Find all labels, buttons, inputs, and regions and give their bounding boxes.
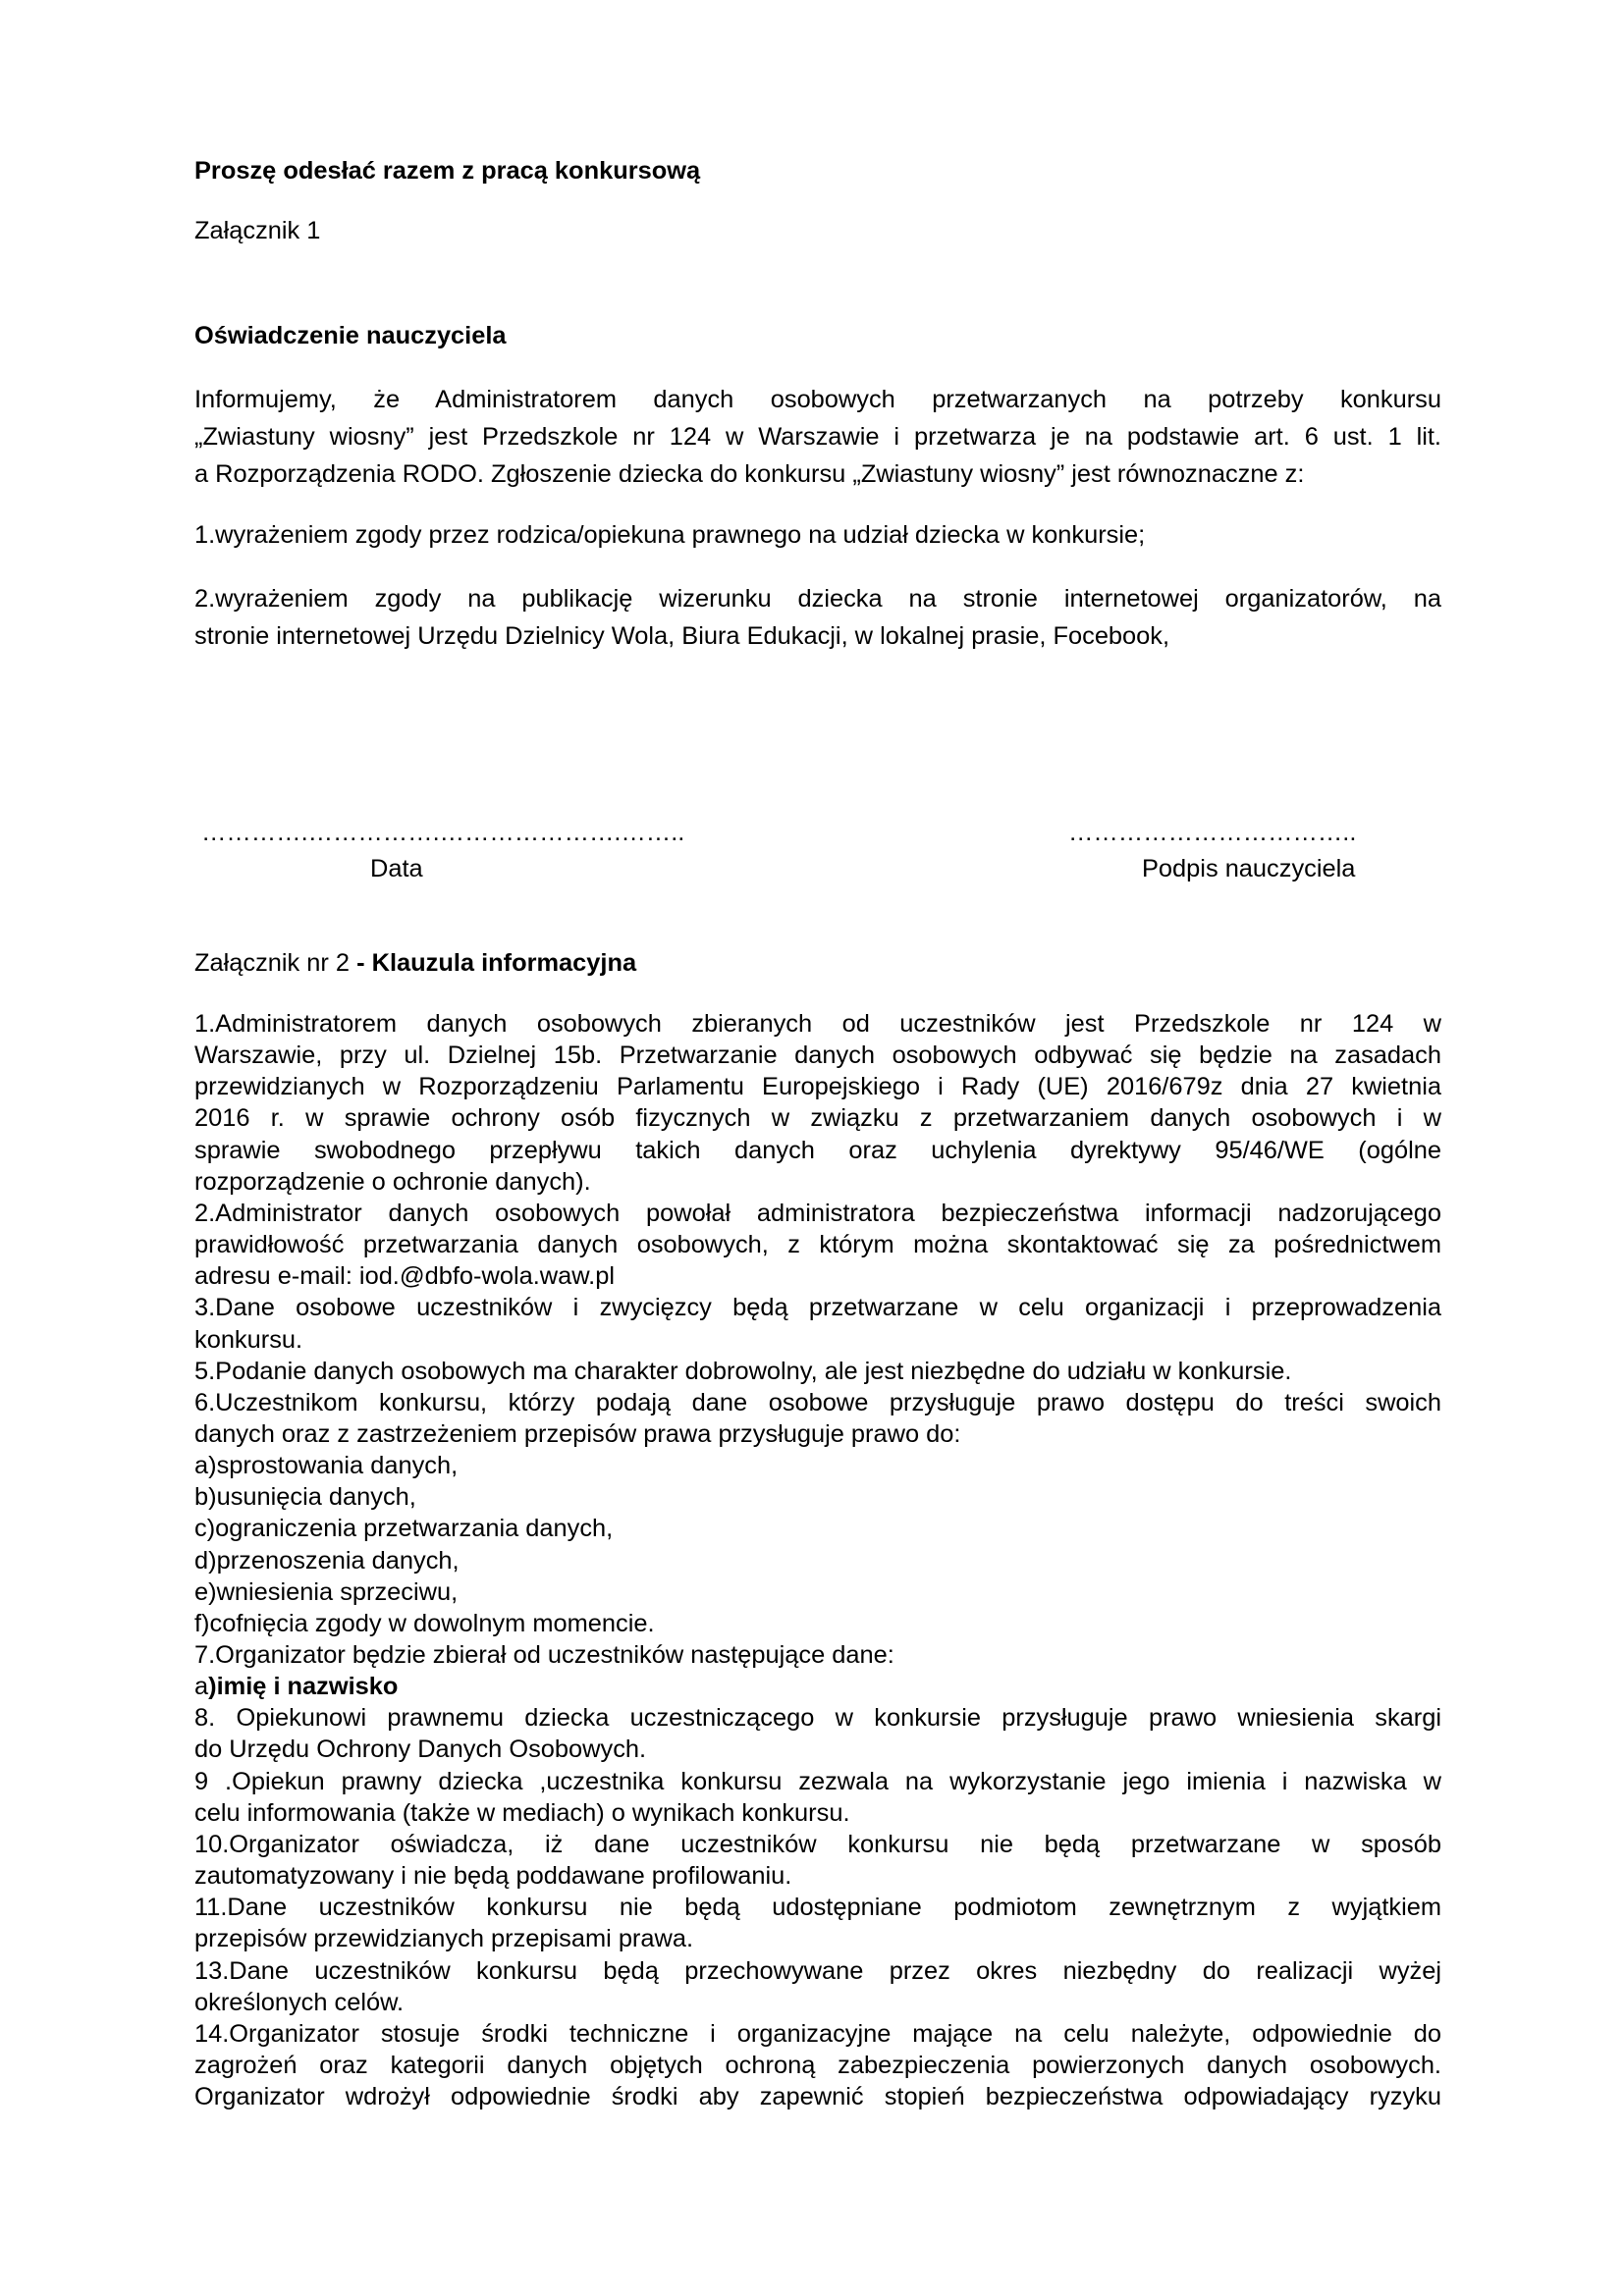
clause-line <box>194 1608 1441 1639</box>
clause-line <box>194 1229 1441 1260</box>
attachment1-label: Załącznik 1 <box>194 217 321 244</box>
clause-line-text: 11.Dane uczestników konkursu nie będą udostępniane podmiotom zewnętrznym z wyjątkiem <box>194 1894 1441 1922</box>
clause-line <box>194 1198 1441 1229</box>
clause-line <box>194 1576 1441 1608</box>
statement-title: Oświadczenie nauczyciela <box>194 322 507 349</box>
clause-line <box>194 1734 1441 1765</box>
clause-line-text: adresu e-mail: iod.@dbfo-wola.waw.pl <box>194 1262 615 1291</box>
statement-paragraph-line: „Zwiastuny wiosny” jest Przedszkole nr 124 w Warszawie i przetwarza je na podstawie art. 6 ust. 1 lit. <box>194 423 1441 451</box>
clause-line-text: c)ograniczenia przetwarzania danych, <box>194 1515 614 1543</box>
clause-line <box>194 1418 1441 1450</box>
clause-line-text: do Urzędu Ochrony Danych Osobowych. <box>194 1735 647 1764</box>
clause-line <box>194 1292 1441 1323</box>
teacher-signature-line: …………………………….. <box>1068 819 1357 846</box>
instruction-heading: Proszę odesłać razem z pracą konkursową <box>194 157 701 185</box>
clause-line-text: Organizator wdrożył odpowiednie środki aby zapewnić stopień bezpieczeństwa odpowiadający ryzyku <box>194 2083 1441 2111</box>
clause-line-text: zagrożeń oraz kategorii danych objętych ochroną zabezpieczenia powierzonych danych osobowych. <box>194 2051 1441 2079</box>
clause-line <box>194 1955 1441 1987</box>
clause-line-text: przewidzianych w Rozporządzeniu Parlamentu Europejskiego i Rady (UE) 2016/679z dnia 27 kwietnia <box>194 1073 1441 1101</box>
clause-line-text: 5.Podanie danych osobowych ma charakter dobrowolny, ale jest niezbędne do udziału w konkursie. <box>194 1357 1292 1385</box>
clause-line <box>194 1260 1441 1292</box>
teacher-signature-label: Podpis nauczyciela <box>1142 855 1356 882</box>
clause-line-text: 1.Administratorem danych osobowych zbieranych od uczestników jest Przedszkole nr 124 w <box>194 1010 1441 1038</box>
clause-line-text: 2016 r. w sprawie ochrony osób fizycznych w związku z przetwarzaniem danych osobowych i w <box>194 1104 1441 1133</box>
clause-line-text: 6.Uczestnikom konkursu, którzy podają dane osobowe przysługuje prawo dostępu do treści swoich <box>194 1388 1441 1416</box>
clause-line <box>194 1102 1441 1134</box>
clause-line <box>194 1671 1441 1702</box>
clause-line-text: 8. Opiekunowi prawnemu dziecka uczestniczącego w konkursie przysługuje prawo wniesienia skargi <box>194 1704 1441 1733</box>
clause-line-text: b)usunięcia danych, <box>194 1483 416 1512</box>
clause-line <box>194 1797 1441 1829</box>
clause-line-text: f)cofnięcia zgody w dowolnym momencie. <box>194 1609 655 1637</box>
clause-line <box>194 1135 1441 1166</box>
clause-line <box>194 1040 1441 1071</box>
clause-line-text: d)przenoszenia danych, <box>194 1546 460 1575</box>
clause-title-prefix: Załącznik nr 2 <box>194 949 357 977</box>
clause-line <box>194 1166 1441 1198</box>
statement-item-2-line: 2.wyrażeniem zgody na publikację wizerunku dziecka na stronie internetowej organizatorów, na <box>194 585 1441 613</box>
clause-line-text: zautomatyzowany i nie będą poddawane profilowaniu. <box>194 1862 792 1891</box>
clause-line <box>194 2081 1441 2112</box>
clause-line-text: konkursu. <box>194 1325 303 1354</box>
clause-line-text: 7.Organizator będzie zbierał od uczestników następujące dane: <box>194 1641 894 1669</box>
clause-line <box>194 1356 1441 1387</box>
clause-title-bold: - Klauzula informacyjna <box>356 949 637 977</box>
clause-line <box>194 1450 1441 1481</box>
clause-line-text: 9 .Opiekun prawny dziecka ,uczestnika konkursu zezwala na wykorzystanie jego imienia i nazwiska w <box>194 1767 1441 1795</box>
clause-line-bold: )imię i nazwisko <box>208 1673 399 1701</box>
date-label: Data <box>370 855 423 882</box>
clause-line <box>194 1860 1441 1892</box>
clause-line <box>194 1545 1441 1576</box>
clause-line-text: 2.Administrator danych osobowych powołał administratora bezpieczeństwa informacji nadzorującego <box>194 1199 1441 1227</box>
clause-line-text: określonych celów. <box>194 1988 405 2016</box>
clause-line-text: Warszawie, przy ul. Dzielnej 15b. Przetwarzanie danych osobowych odbywać się będzie na zasadach <box>194 1041 1441 1070</box>
clause-line <box>194 1923 1441 1954</box>
clause-line-text: a)sprostowania danych, <box>194 1452 459 1480</box>
clause-line-prefix: a <box>194 1673 209 1701</box>
clause-line <box>194 1892 1441 1923</box>
clause-line <box>194 1702 1441 1734</box>
clause-line <box>194 1766 1441 1797</box>
clause-line <box>194 2018 1441 2050</box>
clause-line-text: rozporządzenie o ochronie danych). <box>194 1167 591 1196</box>
clause-line-text: danych oraz z zastrzeżeniem przepisów prawa przysługuje prawo do: <box>194 1419 961 1448</box>
clause-line-text: 14.Organizator stosuje środki techniczne i organizacyjne mające na celu należyte, odpowiednie do <box>194 2019 1441 2048</box>
clause-line-text: prawidłowość przetwarzania danych osobowych, z którym można skontaktować się za pośrednictwem <box>194 1231 1441 1259</box>
clause-line <box>194 2050 1441 2081</box>
clause-line-text: e)wniesienia sprzeciwu, <box>194 1577 459 1606</box>
statement-item-1: 1.wyrażeniem zgody przez rodzica/opiekuna prawnego na udział dziecka w konkursie; <box>194 521 1146 549</box>
clause-line-text: przepisów przewidzianych przepisami prawa. <box>194 1925 694 1953</box>
clause-line <box>194 1639 1441 1671</box>
clause-line-text: sprawie swobodnego przepływu takich danych oraz uchylenia dyrektywy 95/46/WE (ogólne <box>194 1136 1441 1164</box>
clause-line-text: celu informowania (także w mediach) o wynikach konkursu. <box>194 1798 850 1827</box>
date-signature-line: ………….…………….………………….…….. <box>201 819 685 846</box>
statement-paragraph-line: Informujemy, że Administratorem danych osobowych przetwarzanych na potrzeby konkursu <box>194 386 1441 413</box>
clause-line <box>194 1387 1441 1418</box>
clause-line <box>194 1987 1441 2018</box>
clause-line <box>194 1829 1441 1860</box>
clause-line-text: 3.Dane osobowe uczestników i zwycięzcy będą przetwarzane w celu organizacji i przeprowadzenia <box>194 1294 1441 1322</box>
clause-line <box>194 1513 1441 1544</box>
clause-title <box>194 944 636 982</box>
clause-line <box>194 1071 1441 1102</box>
clause-line-text: 10.Organizator oświadcza, iż dane uczestników konkursu nie będą przetwarzane w sposób <box>194 1830 1441 1858</box>
clause-line <box>194 1008 1441 1040</box>
clause-line <box>194 1324 1441 1356</box>
statement-paragraph-line: a Rozporządzenia RODO. Zgłoszenie dziecka do konkursu „Zwiastuny wiosny” jest równoznaczne z: <box>194 460 1305 488</box>
clause-line-text: 13.Dane uczestników konkursu będą przechowywane przez okres niezbędny do realizacji wyżej <box>194 1956 1441 1985</box>
clause-line <box>194 1481 1441 1513</box>
statement-item-2-line: stronie internetowej Urzędu Dzielnicy Wola, Biura Edukacji, w lokalnej prasie, Focebook, <box>194 622 1170 650</box>
